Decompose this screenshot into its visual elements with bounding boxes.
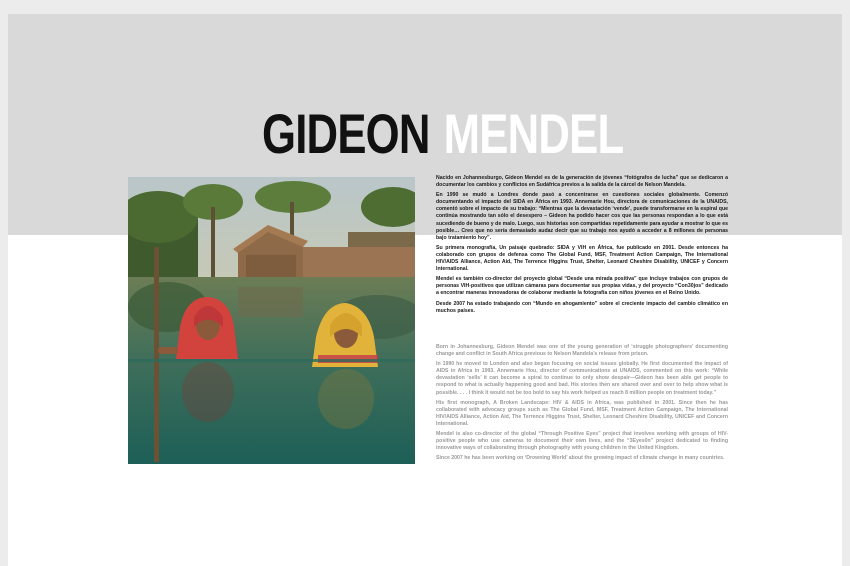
bio-spanish: [436, 175, 728, 318]
bio-es-paragraph: Su primera monografía, Un paisaje quebrado: SIDA y VIH en África, fue publicado en 2001. Desde entonces ha colaborado con grupos de defensa como The Global Fund, MSF, Treatment Action Campaign, The International HIV/AIDS Alliance, Action Aid, The Terrence Higgins Trust, Shelter, Leonard Cheshire Disability, UNICEF y Concern International.: [436, 244, 728, 273]
bio-es-paragraph: En 1990 se mudó a Londres donde pasó a concentrarse en cuestiones sociales globalmente. Comenzó documentando el impacto del SIDA en África en 1993. Annemarie Hou, directora de comunicaciones de la UNAIDS, comentó sobre el impacto de su trabajo: “Mientras que la devastación ‘vende’, puede transformarse en la espiral que continúa mostrando tan sólo el desespero – Gideon ha podido hacer cos que las personas respondan a lo que está sucediendo de bueno y de malo. Luego, sus historias son compartidas repetidamente para ayudar a mostrar lo que es posible… Creo que no sería demasiado audaz decir que su trabajo nos ayudó a acceder a 8 millones de personas bajo tratamiento hoy”.: [436, 192, 728, 241]
exhibition-panel: [8, 14, 842, 566]
page-title: [262, 101, 623, 167]
bio-es-paragraph: Nacido en Johannesburgo, Gideon Mendel es de la generación de jóvenes “fotógrafos de lucha” que se dedicaron a documentar los cambios y conflictos en Sudáfrica previos a la salida de la cárcel de Nelson Mandela.: [436, 175, 728, 189]
bio-es-paragraph: Desde 2007 ha estado trabajando con “Mundo en ahogamiento” sobre el creciente impacto del cambio climático en muchos países.: [436, 300, 728, 314]
bio-en-paragraph: His first monograph, A Broken Landscape: HIV & AIDS in Africa, was published in 2001. Since then he has collaborated with advocacy groups such as The Global Fund, MSF, Treatment Action Campaign, The International HIV/AIDS Alliance, Action Aid, The Terrence Higgins Trust, Shelter, Leonard Cheshire Disability, UNICEF and Concern International.: [436, 399, 728, 427]
bio-en-paragraph: In 1990 he moved to London and also began focusing on social issues globally. He first documented the impact of AIDS in Africa in 1993. Annemarie Hou, director of communications at UNAIDS, commented on this work: “While devastation ‘sells’ it can become a spiral to continue to only show despair—Gideon has been able get people to respond to what is actually happening good and bad. His stories then are shared over and over to help show what is possible. . . . I think it would not be too bold to say his work helped us reach 8 million people on treatment today.”: [436, 361, 728, 396]
photo-illustration: [128, 177, 415, 464]
bio-en-paragraph: Born in Johannesburg, Gideon Mendel was one of the young generation of ‘struggle photographers’ documenting change and conflict in South Africa previous to Nelson Mandela’s release from prison.: [436, 344, 728, 358]
bio-en-paragraph: Mendel is also co-director of the global “Through Positive Eyes” project that involves working with groups of HIV-positive people who use cameras to document their own lives, and the “3Eyes0n” project dedicated to finding innovative ways of collaborating through photography with young children in the United Kingdom.: [436, 431, 728, 452]
bio-es-paragraph: Mendel es también co-director del proyecto global “Desde una mirada positiva” que incluye trabajos con grupos de personas VIH-positivos que utilizan cámaras para documentar sus propias vidas, y del proyecto “Con30jos” dedicado a encontrar maneras innovadoras de colaborar mediante la fotografía con niños jóvenes en el Reino Unido.: [436, 276, 728, 297]
title-last-name: MENDEL: [443, 102, 624, 165]
flood-photo: [128, 177, 415, 464]
title-first-name: GIDEON: [262, 102, 430, 165]
bio-english: [436, 344, 728, 465]
bio-en-paragraph: Since 2007 he has been working on ‘Drowning World’ about the growing impact of climate change in many countries.: [436, 455, 725, 462]
